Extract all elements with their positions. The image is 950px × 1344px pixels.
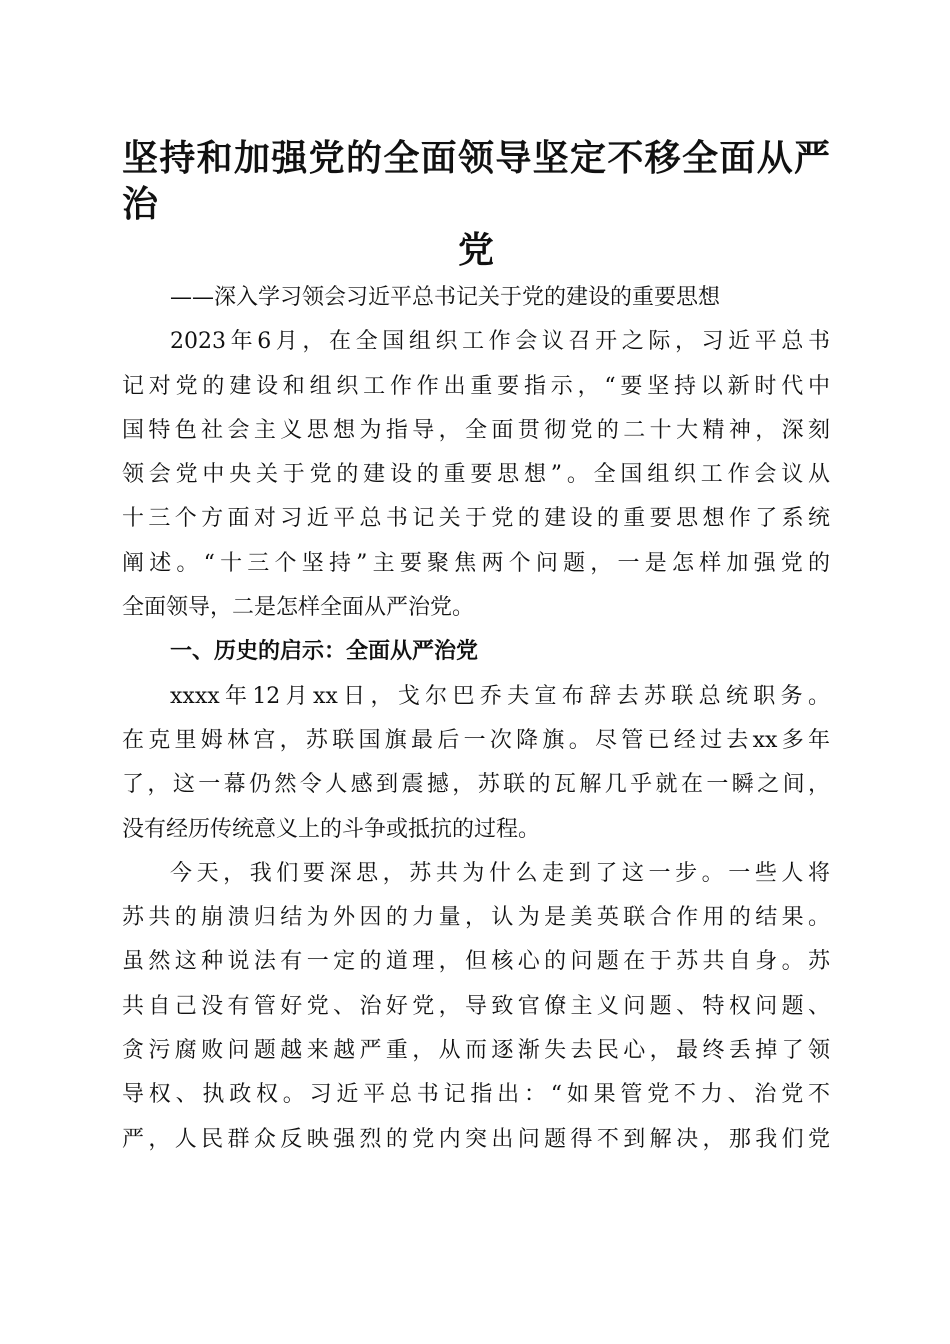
title-line: 党 (457, 230, 494, 271)
paragraph-line: 了，这一幕仍然令人感到震撼，苏联的瓦解几乎就在一瞬之间， (122, 772, 830, 798)
document-body (122, 276, 830, 1162)
paragraph-line: 严，人民群众反映强烈的党内突出问题得不到解决，那我们党 (122, 1126, 830, 1152)
paragraph-line: 领会党中央关于党的建设的重要思想”。全国组织工作会议从 (122, 462, 830, 488)
paragraph-line: 记对党的建设和组织工作作出重要指示，“要坚持以新时代中 (122, 373, 830, 399)
subtitle: ——深入学习领会习近平总书记关于党的建设的重要思想 (170, 285, 721, 310)
paragraph-line: xxxx年12月xx日，戈尔巴乔夫宣布辞去苏联总统职务。 (170, 683, 830, 709)
paragraph-line: 今天，我们要深思，苏共为什么走到了这一步。一些人将 (170, 860, 830, 886)
paragraph-line: 共自己没有管好党、治好党，导致官僚主义问题、特权问题、 (122, 993, 830, 1019)
section-heading: 一、历史的启示：全面从严治党 (170, 639, 479, 665)
paragraph-line: 没有经历传统意义上的斗争或抵抗的过程。 (122, 816, 541, 842)
paragraph-line: 国特色社会主义思想为指导，全面贯彻党的二十大精神，深刻 (122, 417, 830, 443)
paragraph-line: 十三个方面对习近平总书记关于党的建设的重要思想作了系统 (122, 506, 830, 532)
paragraph-line: 2023年6月，在全国组织工作会议召开之际，习近平总书 (170, 329, 830, 355)
paragraph-line: 在克里姆林宫，苏联国旗最后一次降旗。尽管已经过去xx多年 (122, 727, 830, 753)
title-line: 坚持和加强党的全面领导坚定不移全面从严治 (122, 138, 830, 225)
paragraph-line: 阐述。“十三个坚持”主要聚焦两个问题，一是怎样加强党的 (122, 550, 830, 576)
paragraph-line: 虽然这种说法有一定的道理，但核心的问题在于苏共自身。苏 (122, 949, 830, 975)
paragraph-line: 苏共的崩溃归结为外因的力量，认为是美英联合作用的结果。 (122, 905, 830, 931)
paragraph-line: 导权、执政权。习近平总书记指出：“如果管党不力、治党不 (122, 1082, 830, 1108)
paragraph-line: 贪污腐败问题越来越严重，从而逐渐失去民心，最终丢掉了领 (122, 1038, 830, 1064)
paragraph-line: 全面领导，二是怎样全面从严治党。 (122, 595, 475, 621)
document-title (122, 136, 830, 274)
